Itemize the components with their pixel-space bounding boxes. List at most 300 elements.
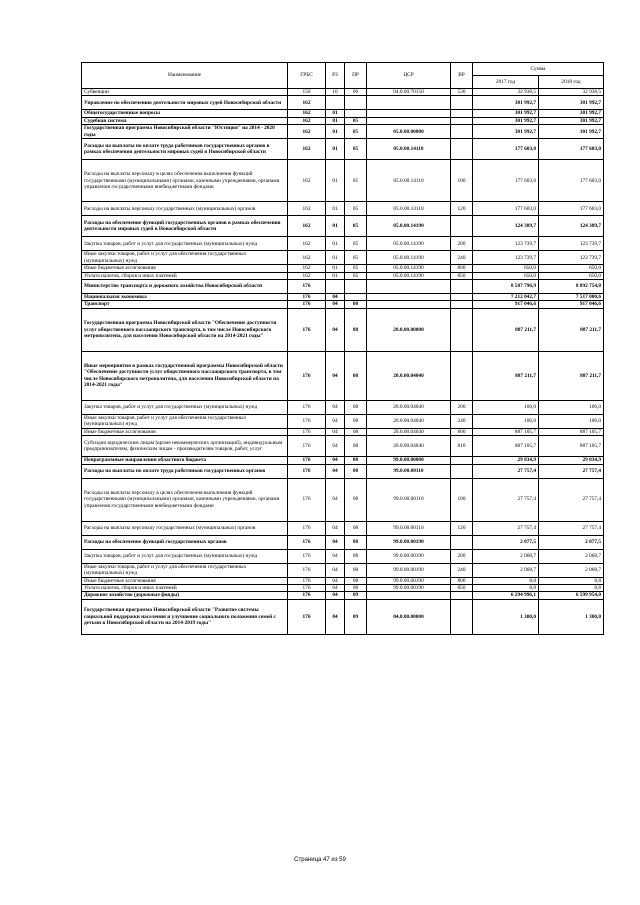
row-sum-2017: 2 068,7: [473, 563, 539, 577]
row-grbs: 162: [288, 216, 326, 237]
row-vr: 240: [451, 251, 473, 265]
row-vr: 850: [451, 585, 473, 592]
row-sum-2017: 301 992,7: [473, 110, 539, 117]
row-vr: 800: [451, 265, 473, 272]
row-sum-2017: 650,0: [473, 265, 539, 272]
row-rz: 04: [326, 400, 345, 414]
row-csr: [367, 280, 451, 294]
row-sum-2018: 887 211,7: [539, 308, 604, 351]
row-sum-2018: 6 599 954,0: [539, 592, 604, 599]
row-pr: 08: [345, 585, 367, 592]
row-vr: [451, 139, 473, 160]
row-rz: 01: [326, 125, 345, 139]
row-sum-2017: 29 834,9: [473, 457, 539, 464]
row-name: Расходы на обеспечение функций государственных органов в рамках обеспечения деятельности мировых судей в Новосибирской области: [82, 216, 288, 237]
row-pr: 05: [345, 160, 367, 202]
row-grbs: 162: [288, 110, 326, 117]
row-rz: 04: [326, 301, 345, 308]
row-name: Закупка товаров, работ и услуг для государственных (муниципальных) нужд: [82, 237, 288, 251]
row-grbs: 162: [288, 251, 326, 265]
row-pr: 08: [345, 535, 367, 549]
row-rz: 01: [326, 265, 345, 272]
table-row: [82, 89, 604, 96]
row-vr: [451, 294, 473, 301]
row-vr: 530: [451, 89, 473, 96]
row-pr: 08: [345, 549, 367, 563]
table-row: [82, 216, 604, 237]
row-sum-2017: 8,8: [473, 585, 539, 592]
row-vr: [451, 308, 473, 351]
row-vr: [451, 117, 473, 124]
row-grbs: 162: [288, 272, 326, 279]
row-grbs: 162: [288, 125, 326, 139]
row-sum-2018: 27 757,4: [539, 478, 604, 521]
row-csr: 99.0.00.00190: [367, 549, 451, 563]
row-csr: [367, 592, 451, 599]
row-vr: 200: [451, 400, 473, 414]
table-row: [82, 428, 604, 435]
row-sum-2017: 8 587 796,9: [473, 280, 539, 294]
row-vr: 100: [451, 160, 473, 202]
row-grbs: 176: [288, 457, 326, 464]
row-sum-2018: 106,0: [539, 414, 604, 428]
row-rz: [326, 280, 345, 294]
row-csr: 20.0.00.04040: [367, 436, 451, 457]
row-sum-2018: 917 046,6: [539, 301, 604, 308]
row-sum-2018: 27 757,4: [539, 464, 604, 478]
table-row: [82, 535, 604, 549]
row-pr: 05: [345, 265, 367, 272]
row-sum-2018: 301 992,7: [539, 117, 604, 124]
row-csr: 99.0.00.00110: [367, 464, 451, 478]
row-pr: 05: [345, 139, 367, 160]
row-vr: [451, 96, 473, 110]
row-sum-2017: 301 992,7: [473, 117, 539, 124]
header-year-2018: 2018 год: [539, 76, 604, 89]
table-body: [82, 89, 604, 635]
row-name: Иные закупки товаров, работ и услуг для обеспечения государственных (муниципальных) нужд: [82, 414, 288, 428]
row-sum-2018: 301 992,7: [539, 96, 604, 110]
row-pr: 08: [345, 414, 367, 428]
row-grbs: 156: [288, 89, 326, 96]
row-pr: 08: [345, 308, 367, 351]
row-pr: 05: [345, 202, 367, 216]
row-sum-2018: 8,8: [539, 577, 604, 584]
row-pr: [345, 294, 367, 301]
table-row: [82, 457, 604, 464]
row-sum-2018: 2 068,7: [539, 549, 604, 563]
table-row: [82, 549, 604, 563]
row-name: Расходы на выплаты по оплате труда работников государственных органов в рамках обеспечения деятельности мировых судей в Новосибирской области: [82, 139, 288, 160]
table-row: [82, 599, 604, 634]
row-pr: [345, 110, 367, 117]
row-csr: 99.0.00.00190: [367, 563, 451, 577]
table-row: [82, 139, 604, 160]
row-rz: 04: [326, 457, 345, 464]
row-rz: 01: [326, 272, 345, 279]
row-sum-2018: 650,0: [539, 265, 604, 272]
table-row: [82, 202, 604, 216]
row-csr: 99.0.00.00190: [367, 535, 451, 549]
row-sum-2018: 123 739,7: [539, 251, 604, 265]
row-pr: 05: [345, 237, 367, 251]
row-name: Министерство транспорта и дорожного хозяйства Новосибирской области: [82, 280, 288, 294]
row-pr: 08: [345, 428, 367, 435]
row-grbs: 176: [288, 414, 326, 428]
row-name: Расходы на выплаты персоналу государственных (муниципальных) органов: [82, 202, 288, 216]
row-csr: 05.0.00.00000: [367, 125, 451, 139]
row-sum-2017: 917 046,6: [473, 301, 539, 308]
row-pr: 09: [345, 599, 367, 634]
row-sum-2018: 2 077,5: [539, 535, 604, 549]
row-rz: 10: [326, 89, 345, 96]
row-sum-2018: 2 068,7: [539, 563, 604, 577]
row-pr: 05: [345, 272, 367, 279]
row-name: Дорожное хозяйство (дорожные фонды): [82, 592, 288, 599]
row-pr: 08: [345, 464, 367, 478]
row-sum-2017: 106,0: [473, 400, 539, 414]
row-grbs: 162: [288, 117, 326, 124]
row-pr: 05: [345, 117, 367, 124]
row-pr: 08: [345, 400, 367, 414]
row-sum-2018: 106,0: [539, 400, 604, 414]
row-rz: 04: [326, 428, 345, 435]
row-name: Закупка товаров, работ и услуг для государственных (муниципальных) нужд: [82, 549, 288, 563]
row-vr: [451, 599, 473, 634]
header-sum: Сумма: [473, 63, 604, 76]
row-name: Расходы на выплаты персоналу в целях обеспечения выполнения функций государственными (муниципальными) органами, казенными учреждениями, органами управления государственными внебюджетными фондами: [82, 478, 288, 521]
header-pr: ПР: [345, 63, 367, 89]
row-pr: [345, 280, 367, 294]
row-name: Субвенции: [82, 89, 288, 96]
row-grbs: 176: [288, 563, 326, 577]
row-rz: 01: [326, 160, 345, 202]
row-csr: 05.0.00.14110: [367, 160, 451, 202]
row-pr: [345, 96, 367, 110]
table-row: [82, 400, 604, 414]
row-grbs: 176: [288, 308, 326, 351]
row-csr: 05.0.00.14110: [367, 202, 451, 216]
row-sum-2018: 123 739,7: [539, 237, 604, 251]
row-name: Расходы на выплаты персоналу государственных (муниципальных) органов: [82, 521, 288, 535]
row-name: Иные мероприятия в рамках государственной программы Новосибирской области "Обеспечение доступности услуг общественного пассажирского транспорта, в том числе Новосибирского метрополитена, для населения Новосибирской области на 2014-2021 годы": [82, 351, 288, 400]
row-rz: 04: [326, 436, 345, 457]
row-name: Управление по обеспечению деятельности мировых судей Новосибирской области: [82, 96, 288, 110]
row-sum-2017: 124 389,7: [473, 216, 539, 237]
row-csr: [367, 301, 451, 308]
row-sum-2018: 124 389,7: [539, 216, 604, 237]
row-sum-2017: 301 992,7: [473, 125, 539, 139]
header-name: Наименование: [82, 63, 288, 89]
row-vr: [451, 464, 473, 478]
row-csr: 05.0.00.14190: [367, 216, 451, 237]
row-name: Государственная программа Новосибирской области "Развитие системы социальной поддержки населения и улучшение социального положения семей с детьми в Новосибирской области на 2014-2019 годы": [82, 599, 288, 634]
row-rz: 01: [326, 139, 345, 160]
row-vr: [451, 457, 473, 464]
row-grbs: 176: [288, 428, 326, 435]
row-rz: 01: [326, 110, 345, 117]
table-row: [82, 585, 604, 592]
row-pr: 06: [345, 89, 367, 96]
row-grbs: 176: [288, 535, 326, 549]
row-csr: 99.0.00.00000: [367, 457, 451, 464]
row-rz: 04: [326, 549, 345, 563]
row-grbs: 176: [288, 592, 326, 599]
row-grbs: 176: [288, 351, 326, 400]
row-csr: 20.0.00.04040: [367, 400, 451, 414]
row-sum-2018: 177 603,0: [539, 160, 604, 202]
row-sum-2017: 27 757,4: [473, 521, 539, 535]
row-rz: 04: [326, 563, 345, 577]
row-pr: 05: [345, 216, 367, 237]
row-sum-2018: 32 938,5: [539, 89, 604, 96]
table-row: [82, 272, 604, 279]
row-name: Иные бюджетные ассигнования: [82, 265, 288, 272]
row-sum-2018: 301 992,7: [539, 110, 604, 117]
row-name: Расходы на обеспечение функций государственных органов: [82, 535, 288, 549]
budget-table: [81, 62, 604, 635]
row-vr: 200: [451, 549, 473, 563]
row-name: Национальная экономика: [82, 294, 288, 301]
row-sum-2017: 32 938,5: [473, 89, 539, 96]
row-grbs: 176: [288, 478, 326, 521]
row-name: Непрограммные направления областного бюджета: [82, 457, 288, 464]
row-vr: [451, 301, 473, 308]
row-sum-2018: 887 105,7: [539, 436, 604, 457]
row-grbs: 162: [288, 265, 326, 272]
table-row: [82, 294, 604, 301]
row-csr: 99.0.00.00110: [367, 478, 451, 521]
row-sum-2018: 1 300,0: [539, 599, 604, 634]
row-csr: 05.0.00.14190: [367, 251, 451, 265]
row-rz: 04: [326, 521, 345, 535]
table-row: [82, 478, 604, 521]
row-csr: 04.0.00.00000: [367, 599, 451, 634]
row-sum-2018: 177 603,0: [539, 202, 604, 216]
row-grbs: 162: [288, 160, 326, 202]
row-rz: 04: [326, 592, 345, 599]
row-grbs: 176: [288, 301, 326, 308]
row-pr: 08: [345, 436, 367, 457]
row-sum-2017: 6 294 996,1: [473, 592, 539, 599]
row-sum-2017: 2 068,7: [473, 549, 539, 563]
row-grbs: 176: [288, 436, 326, 457]
row-sum-2017: 1 300,0: [473, 599, 539, 634]
table-row: [82, 265, 604, 272]
row-vr: 800: [451, 577, 473, 584]
row-sum-2018: 8 892 754,8: [539, 280, 604, 294]
row-vr: [451, 110, 473, 117]
row-sum-2017: 177 603,0: [473, 202, 539, 216]
row-vr: 120: [451, 521, 473, 535]
row-name: Иные бюджетные ассигнования: [82, 577, 288, 584]
row-csr: 04.0.00.70150: [367, 89, 451, 96]
row-name: Иные бюджетные ассигнования: [82, 428, 288, 435]
row-grbs: 162: [288, 237, 326, 251]
row-pr: 08: [345, 563, 367, 577]
row-sum-2017: 887 105,7: [473, 436, 539, 457]
row-csr: 05.0.00.14190: [367, 237, 451, 251]
table-row: [82, 592, 604, 599]
row-vr: 850: [451, 272, 473, 279]
row-sum-2018: 29 834,9: [539, 457, 604, 464]
header-rz: РЗ: [326, 63, 345, 89]
table-row: [82, 117, 604, 124]
row-csr: [367, 96, 451, 110]
table-row: [82, 125, 604, 139]
table-row: [82, 96, 604, 110]
row-rz: 04: [326, 464, 345, 478]
page-number: Страница 47 из 59: [294, 857, 346, 863]
row-name: Иные закупки товаров, работ и услуг для обеспечения государственных (муниципальных) нужд: [82, 251, 288, 265]
row-sum-2017: 887 105,7: [473, 428, 539, 435]
row-name: Государственная программа Новосибирской области "Обеспечение доступности услуг общественного пассажирского транспорта, в том числе Новосибирского метрополитена, для населения Новосибирской области на 2014-2021 годы": [82, 308, 288, 351]
row-grbs: 176: [288, 549, 326, 563]
row-pr: 08: [345, 577, 367, 584]
row-sum-2017: 887 211,7: [473, 351, 539, 400]
row-rz: 04: [326, 577, 345, 584]
table-row: [82, 577, 604, 584]
row-rz: 01: [326, 216, 345, 237]
row-pr: 08: [345, 457, 367, 464]
table-row: [82, 521, 604, 535]
row-csr: 05.0.00.14190: [367, 265, 451, 272]
row-vr: [451, 351, 473, 400]
row-pr: 09: [345, 592, 367, 599]
table-row: [82, 351, 604, 400]
row-rz: 04: [326, 535, 345, 549]
row-rz: 01: [326, 251, 345, 265]
row-vr: 800: [451, 428, 473, 435]
row-csr: [367, 110, 451, 117]
row-name: Расходы на выплаты по оплате труда работников государственных органов: [82, 464, 288, 478]
row-vr: 100: [451, 478, 473, 521]
table-row: [82, 436, 604, 457]
row-sum-2017: 8,8: [473, 577, 539, 584]
row-sum-2017: 650,0: [473, 272, 539, 279]
row-name: Судебная система: [82, 117, 288, 124]
row-pr: 05: [345, 251, 367, 265]
row-vr: 200: [451, 237, 473, 251]
row-grbs: 176: [288, 585, 326, 592]
table-row: [82, 308, 604, 351]
row-vr: 120: [451, 202, 473, 216]
header-year-2017: 2017 год: [473, 76, 539, 89]
row-pr: 08: [345, 351, 367, 400]
row-csr: 20.0.00.04040: [367, 351, 451, 400]
row-name: Расходы на выплаты персоналу в целях обеспечения выполнения функций государственными (муниципальными) органами, казенными учреждениями, органами управления государственными внебюджетными фондами: [82, 160, 288, 202]
row-vr: 240: [451, 563, 473, 577]
row-rz: [326, 96, 345, 110]
table-row: [82, 280, 604, 294]
row-vr: 810: [451, 436, 473, 457]
row-sum-2017: 123 739,7: [473, 251, 539, 265]
table-header: [82, 63, 604, 89]
row-csr: 20.0.00.00000: [367, 308, 451, 351]
row-grbs: 162: [288, 202, 326, 216]
row-csr: [367, 117, 451, 124]
row-name: Закупка товаров, работ и услуг для государственных (муниципальных) нужд: [82, 400, 288, 414]
table-row: [82, 464, 604, 478]
row-sum-2018: 887 105,7: [539, 428, 604, 435]
row-csr: 99.0.00.00190: [367, 577, 451, 584]
row-grbs: 162: [288, 96, 326, 110]
row-sum-2017: 2 077,5: [473, 535, 539, 549]
row-pr: 05: [345, 125, 367, 139]
row-sum-2018: 650,0: [539, 272, 604, 279]
row-rz: 01: [326, 117, 345, 124]
table-row: [82, 563, 604, 577]
row-sum-2017: 301 992,7: [473, 96, 539, 110]
row-rz: 01: [326, 202, 345, 216]
row-vr: [451, 535, 473, 549]
row-vr: [451, 216, 473, 237]
row-rz: 01: [326, 237, 345, 251]
row-vr: [451, 280, 473, 294]
row-sum-2017: 106,0: [473, 414, 539, 428]
row-csr: [367, 294, 451, 301]
row-rz: 04: [326, 599, 345, 634]
row-sum-2018: 887 211,7: [539, 351, 604, 400]
row-csr: 99.0.00.00190: [367, 585, 451, 592]
row-rz: 04: [326, 585, 345, 592]
row-rz: 04: [326, 308, 345, 351]
table-row: [82, 110, 604, 117]
table-row: [82, 160, 604, 202]
row-sum-2018: 177 603,0: [539, 139, 604, 160]
row-rz: 04: [326, 414, 345, 428]
row-name: Общегосударственные вопросы: [82, 110, 288, 117]
row-csr: 99.0.00.00110: [367, 521, 451, 535]
row-csr: 20.0.00.04040: [367, 428, 451, 435]
row-rz: 04: [326, 478, 345, 521]
table-row: [82, 237, 604, 251]
row-name: Уплата налогов, сборов и иных платежей: [82, 272, 288, 279]
row-sum-2018: 27 757,4: [539, 521, 604, 535]
row-grbs: 176: [288, 464, 326, 478]
row-vr: 240: [451, 414, 473, 428]
row-rz: 04: [326, 294, 345, 301]
row-grbs: 176: [288, 599, 326, 634]
header-csr: ЦСР: [367, 63, 451, 89]
row-sum-2017: 123 739,7: [473, 237, 539, 251]
row-name: Транспорт: [82, 301, 288, 308]
row-rz: 04: [326, 351, 345, 400]
row-pr: 08: [345, 478, 367, 521]
row-sum-2018: 8,8: [539, 585, 604, 592]
row-name: Уплата налогов, сборов и иных платежей: [82, 585, 288, 592]
row-sum-2017: 887 211,7: [473, 308, 539, 351]
row-sum-2017: 27 757,4: [473, 464, 539, 478]
row-name: Субсидии юридическим лицам (кроме некоммерческих организаций), индивидуальным предпринимателям, физическим лицам - производителям товаров, работ, услуг: [82, 436, 288, 457]
row-sum-2017: 177 603,0: [473, 139, 539, 160]
row-pr: 08: [345, 301, 367, 308]
row-csr: 05.0.00.14190: [367, 272, 451, 279]
row-vr: [451, 125, 473, 139]
row-grbs: 176: [288, 280, 326, 294]
table-row: [82, 301, 604, 308]
row-grbs: 176: [288, 400, 326, 414]
table-row: [82, 251, 604, 265]
row-csr: 20.0.00.04040: [367, 414, 451, 428]
row-grbs: 176: [288, 294, 326, 301]
header-vr: ВР: [451, 63, 473, 89]
row-pr: 08: [345, 521, 367, 535]
row-grbs: 176: [288, 577, 326, 584]
row-grbs: 176: [288, 521, 326, 535]
row-csr: 05.0.00.14110: [367, 139, 451, 160]
row-sum-2018: 301 992,7: [539, 125, 604, 139]
